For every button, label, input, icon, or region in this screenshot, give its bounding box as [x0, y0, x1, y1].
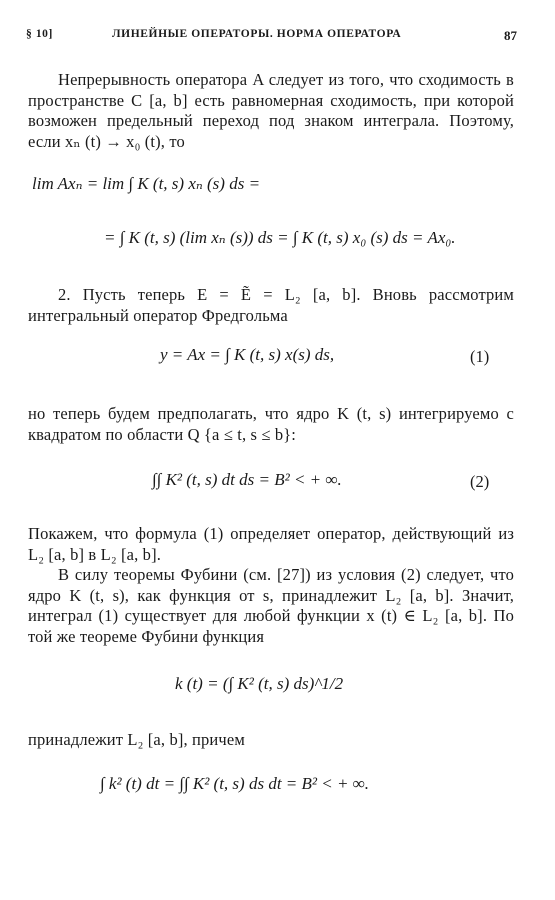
- paragraph-kernel: но теперь будем предполагать, что ядро K (t, s) интегрируемо с квадратом по области Q {a ≤ t, s ≤ b}:: [28, 404, 514, 444]
- paragraph-fubini: В силу теоремы Фубини (см. [27]) из условия (2) следует, что ядро K (t, s), как функция от s, принадлежит L₂ [a, b]. Значит, интеграл (1) существует для любой функции x (t) ∈ L₂ [a, b]. По той же теореме Фубини функция: [28, 565, 514, 646]
- page-number: 87: [504, 28, 517, 43]
- section-mark: § 10]: [26, 28, 53, 40]
- running-header: [26, 28, 517, 44]
- equation-limit: [32, 168, 522, 268]
- equation-2: ∫∫ K² (t, s) dt ds = B² < + ∞.: [152, 470, 342, 489]
- paragraph-continuity: Непрерывность оператора A следует из того, что сходимость в пространстве C [a, b] есть равномерная сходимость, при которой возможен предельный переход под знаком интеграла. Поэтому, если xₙ (t) → x₀ (t), то: [28, 70, 514, 151]
- paragraph-belongs: принадлежит L₂ [a, b], причем: [28, 730, 245, 749]
- header-title: ЛИНЕЙНЫЕ ОПЕРАТОРЫ. НОРМА ОПЕРАТОРА: [112, 28, 402, 40]
- paragraph-operator: Покажем, что формула (1) определяет оператор, действующий из L₂ [a, b] в L₂ [a, b].: [28, 524, 514, 564]
- equation-k: k (t) = (∫ K² (t, s) ds)^1/2: [175, 674, 344, 693]
- equation-k-squared: ∫ k² (t) dt = ∫∫ K² (t, s) ds dt = B² < + ∞.: [100, 774, 370, 793]
- paragraph-fredholm: 2. Пусть теперь E = Ẽ = L₂ [a, b]. Вновь рассмотрим интегральный оператор Фредгольма: [28, 285, 514, 325]
- equation-limit-line2: = ∫ K (t, s) (lim xₙ (s)) ds = ∫ K (t, s) x₀ (s) ds = Ax₀.: [104, 228, 456, 247]
- equation-1: y = Ax = ∫ K (t, s) x(s) ds,: [160, 345, 335, 364]
- equation-limit-line1: lim Axₙ = lim ∫ K (t, s) xₙ (s) ds =: [32, 174, 261, 193]
- equation-1-number: (1): [470, 347, 490, 366]
- equation-2-number: (2): [470, 472, 490, 491]
